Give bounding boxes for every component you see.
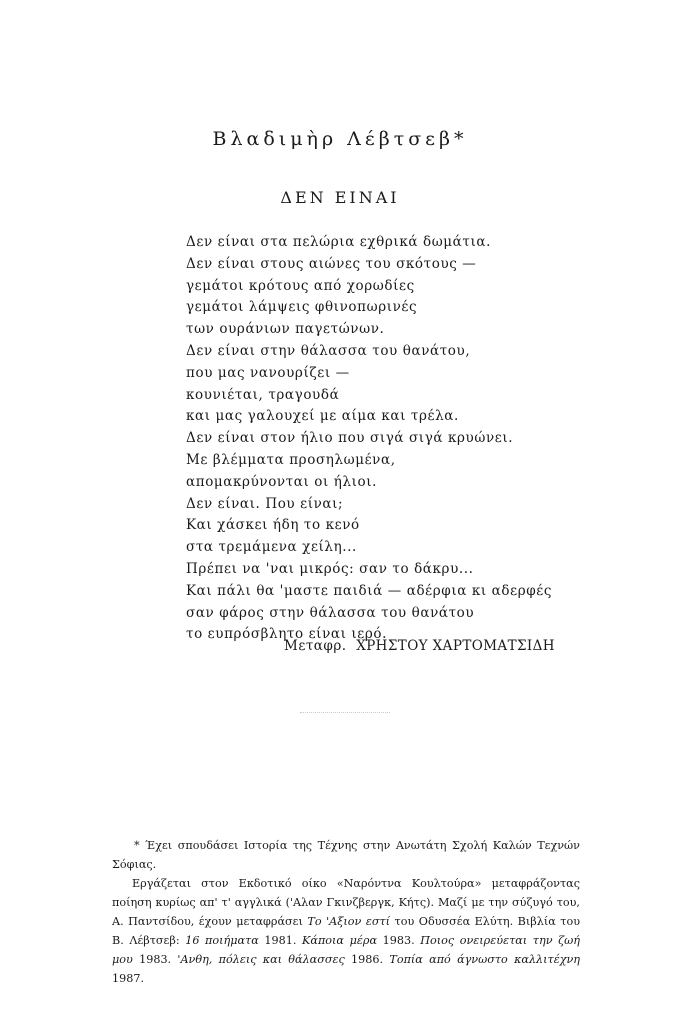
poem-line: Πρέπει να 'ναι μικρός: σαν το δάκρυ...	[186, 560, 474, 577]
poem-line: γεμάτοι κρότους από χορωδίες	[186, 277, 415, 294]
footnote-book-title: Κάποια μέρα	[302, 934, 378, 947]
footnote-text: 1983.	[132, 953, 178, 966]
footnote-book-title: Το 'Αξιον εστί	[307, 915, 391, 928]
poem-line: Με βλέμματα προσηλωμένα,	[186, 451, 396, 468]
poem-line: το ευπρόσβλητο είναι ιερό.	[186, 626, 388, 643]
footnote-text: 1983.	[377, 934, 421, 947]
poem-line: γεμάτοι λάμψεις φθινοπωρινές	[186, 299, 418, 316]
poem-body	[186, 232, 626, 646]
footnote-book-title: Ποιος ονειρεύεται την ζωή μου	[112, 934, 580, 966]
translator-prefix: Μεταφρ.	[284, 638, 347, 654]
footnote-text: του Οδυσσέα Ελύτη. Βιβλία του Β. Λέβτσεβ:	[112, 915, 581, 947]
poem-line: Δεν είναι στον ήλιο που σιγά σιγά κρυώνει.	[186, 430, 514, 447]
poem-line: και μας γαλουχεί με αίμα και τρέλα.	[186, 408, 459, 425]
footnotes	[112, 836, 580, 988]
footnote-education: * Έχει σπουδάσει Ιστορία της Τέχνης στην Ανωτάτη Σχολή Καλών Τεχνών Σόφιας.	[112, 839, 580, 871]
poem-line: σαν φάρος στην θάλασσα του θανάτου	[186, 604, 475, 621]
footnote-book-title: 'Ανθη, πόλεις και θάλασσες	[177, 953, 345, 966]
section-divider	[300, 712, 390, 717]
poem-line: στα τρεμάμενα χείλη...	[186, 539, 357, 556]
poem-line: Δεν είναι στα πελώρια εχθρικά δωμάτια.	[186, 234, 491, 250]
translator-name: ΧΡΗΣΤΟΥ ΧΑΡΤΟΜΑΤΣΙΔΗ	[356, 638, 555, 654]
poem-line: Και πάλι θα 'μαστε παιδιά — αδέρφια κι αδερφές	[186, 582, 553, 599]
footnote-text: 1986.	[344, 953, 390, 966]
poem-line: Δεν είναι στους αιώνες του σκότους —	[186, 255, 477, 272]
poem-line: κουνιέται, τραγουδά	[186, 386, 340, 403]
footnote-book-title: Τοπία από άγνωστο καλλιτέχνη	[389, 953, 581, 966]
poem-line: που μας νανουρίζει —	[186, 364, 350, 381]
footnote-book-title: 16 ποιήματα	[185, 934, 259, 947]
footnote-text: Εργάζεται στον Εκδοτικό οίκο «Ναρόντνα Κουλτούρα» μεταφράζοντας ποίηση κυρίως απ' τ' αγγλικά ('Αλαν Γκινζβεργκ, Κήτς). Μαζί με την σύζυγό του, Α. Παντσίδου, έχουν μεταφράσει	[112, 877, 580, 928]
poem-line: Δεν είναι στην θάλασσα του θανάτου,	[186, 342, 471, 359]
footnote-biography	[112, 874, 580, 988]
translator-credit	[284, 638, 555, 654]
footnote-text: 1987.	[112, 972, 145, 985]
poem-line: απομακρύνονται οι ήλιοι.	[186, 473, 378, 490]
poem-line: Δεν είναι. Που είναι;	[186, 495, 344, 512]
footnote-text: 1981.	[258, 934, 303, 947]
poem-author: Βλαδιμὴρ Λέβτσεβ*	[212, 128, 468, 150]
poem-title: ΔΕΝ ΕΙΝΑΙ	[280, 188, 400, 207]
poem-line: των ουράνιων παγετώνων.	[186, 321, 385, 338]
poem-line: Και χάσκει ήδη το κενό	[186, 517, 360, 534]
